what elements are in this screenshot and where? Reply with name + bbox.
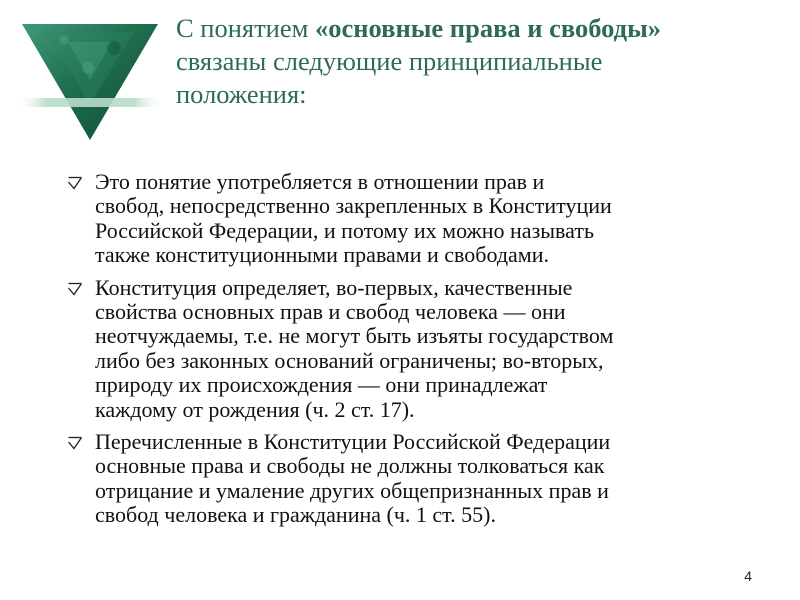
bullet-line: природу их происхождения — они принадлежат [95,372,548,398]
bullet-line: свобод человека и гражданина (ч. 1 ст. 55). [95,502,496,528]
bullet-line: Российской Федерации, и потому их можно называть [95,217,594,243]
bullet-line: Конституция определяет, во-первых, качественные [95,274,573,300]
slide-title [176,12,776,111]
title-line-2: связаны следующие принципиальные [176,46,603,76]
bullet-line: Перечисленные в Конституции Российской Федерации [95,429,611,455]
check-arrow-icon [67,176,83,190]
title-prefix: С понятием [176,13,316,43]
bullet-item [64,276,744,422]
title-line-1 [176,12,776,45]
title-bold-phrase: «основные права и свободы» [315,13,662,43]
bullet-line: Это понятие употребляется в отношении прав и [95,169,545,194]
bullet-line: отрицание и умаление других общепризнанных прав и [95,477,609,503]
bullet-line: либо без законных оснований ограничены; во-вторых, [95,347,604,373]
bullet-line: каждому от рождения (ч. 2 ст. 17). [95,396,415,422]
bullet-item [64,430,744,528]
page-number: 4 [744,568,752,584]
bullet-line: свойства основных прав и свобод человека — они [95,299,566,325]
bullet-item [64,170,744,268]
bullet-line: свобод, непосредственно закрепленных в Конституции [95,193,612,219]
title-line-3: положения: [176,79,307,109]
bullet-line: основные права и свободы не должны толковаться как [95,453,605,479]
check-arrow-icon [67,282,83,296]
bullet-line: неотчуждаемы, т.е. не могут быть изъяты государством [95,323,614,349]
bullet-list [64,170,744,536]
check-arrow-icon [67,436,83,450]
green-triangle-logo [16,18,164,144]
bullet-line: также конституционными правами и свободами. [95,242,549,268]
